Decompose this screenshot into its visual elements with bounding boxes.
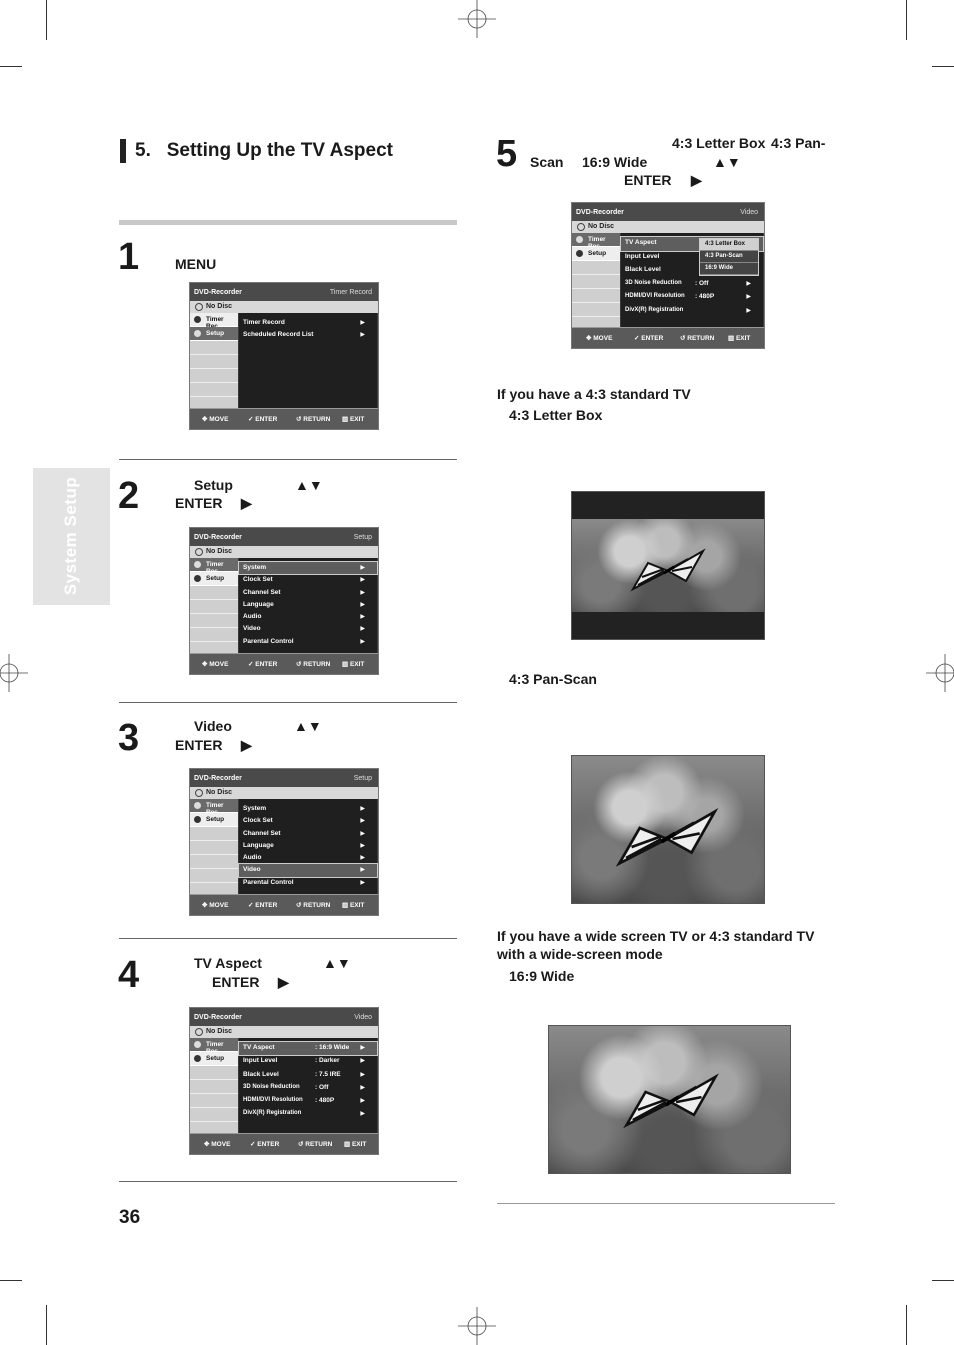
step-number: 4 [118,954,140,996]
page-number: 36 [119,1207,141,1228]
side-tab-label: System Setup [61,476,80,596]
page-title: 5. Setting Up the TV Aspect [135,140,393,161]
clock-icon [194,1041,201,1048]
clock-icon [194,802,201,809]
step-divider [119,1181,457,1182]
menu-row: Timer Record ▶ [243,319,365,326]
wide-image [548,1025,791,1174]
menu-row: Input Level : Darker ▶ [243,1057,365,1065]
disc-icon [195,548,203,556]
sidebar-item-timer-rec: Timer [572,233,620,247]
clock-icon [194,561,201,568]
menu-row: Scheduled Record List ▶ [243,331,365,339]
sidebar-item-setup: Setup [190,327,238,341]
disc-icon [195,789,203,797]
menu-row: Black Level : 7.5 IRE ▶ [243,1070,365,1078]
menu-row: Clock Set ▶ [243,817,365,825]
menu-row: Parental Control ▶ [243,878,365,886]
step-text: ENTER [624,172,672,188]
crop-mark [0,1280,22,1281]
bottom-divider [497,1203,835,1204]
enter-icon: ✓ ENTER [248,416,278,423]
gear-icon [194,816,201,823]
step-text: 4:3 Letter Box [672,135,766,151]
section-heading: with a wide-screen mode [497,946,663,962]
crop-mark [46,1305,47,1345]
section-heading: If you have a wide screen TV or 4:3 standard TV [497,928,815,944]
move-icon: ✥ MOVE [202,416,229,423]
step-text: ENTER [212,974,260,990]
sidebar-item-timer-rec: Timer [190,799,238,813]
arrows-up-down-icon: ▲▼ [323,955,351,971]
gear-icon [194,575,201,582]
step-text: TV Aspect [194,955,262,971]
osd-screen-setup: DVD-Recorder Setup No Disc Timer Setup System ▶ Clock Set ▶ Channel Set ▶ Language ▶ Audio ▶ Video ▶ Parental Control ▶ ✥ MOVE ✓ ENTER ↺ RETURN ▥ EXIT [189,527,379,675]
menu-row: Video ▶ [243,625,365,633]
step-divider [119,938,457,939]
arrows-up-down-icon: ▲▼ [295,477,323,493]
menu-row: Channel Set ▶ [243,588,365,596]
menu-row: 3D Noise Reduction : Off ▶ [243,1083,365,1091]
osd-screen-timer-record [189,282,379,430]
step-text: Setup [194,477,233,493]
osd-footer [190,408,378,429]
arrow-right-icon: ▶ [691,172,702,188]
sidebar-item-setup: Setup [190,813,238,827]
mode-label: 16:9 Wide [509,968,575,984]
step-text: 4:3 Pan- [771,135,826,151]
sidebar-item-setup: Setup [190,572,238,586]
butterfly-icon [628,541,708,596]
sidebar-item-timer-rec: Timer [190,313,238,327]
option-wide: 16:9 Wide [700,263,758,275]
menu-row: Video ▶ [239,864,377,876]
step-text: ENTER [175,737,223,753]
menu-row: HDMI/DVI Resolution : 480P ▶ [243,1097,365,1105]
menu-row: TV Aspect : 16:9 Wide ▶ [239,1042,377,1055]
menu-row: Audio ▶ [243,613,365,621]
menu-row: Language ▶ [243,841,365,849]
menu-row: DivX(R) Registration ▶ [625,306,751,314]
step-text: Video [194,718,232,734]
osd-screen-video: DVD-Recorder Video No Disc Timer Setup TV Aspect : 16:9 Wide ▶ Input Level : Darker ▶ Black Level : 7.5 IRE ▶ 3D Noise Reduction : Off ▶ HDMI/DVI Resolution : 480P ▶ DivX(R) Registration ▶ ✥ MOVE ✓ ENTER ↺ RETURN ▥ EXIT [189,1007,379,1155]
butterfly-icon [611,1064,731,1134]
exit-icon: ▥ EXIT [342,416,365,423]
osd-screen-setup-video: DVD-Recorder Setup No Disc Timer Setup System ▶ Clock Set ▶ Channel Set ▶ Language ▶ Audio ▶ Video ▶ Parental Control ▶ ✥ MOVE ✓ ENTER ↺ RETURN ▥ EXIT [189,768,379,916]
clock-icon [576,236,583,243]
registration-mark-icon [926,654,954,692]
crop-mark [932,1280,954,1281]
menu-row: Clock Set ▶ [243,576,365,584]
gear-icon [194,1055,201,1062]
arrows-up-down-icon: ▲▼ [294,718,322,734]
arrow-right-icon: ▶ [278,974,289,990]
step-number: 2 [118,475,140,517]
disc-icon [195,303,203,311]
crop-mark [0,66,22,67]
pan-scan-image [571,755,765,904]
registration-mark-icon [458,1307,496,1345]
sidebar-item-timer-rec: Timer [190,1038,238,1052]
crop-mark [906,1305,907,1345]
step-divider [119,459,457,460]
sidebar-item-setup: Setup [190,1052,238,1066]
disc-icon [195,1028,203,1036]
menu-row: Language ▶ [243,600,365,608]
title-accent-bar [120,139,126,163]
return-icon: ↺ RETURN [296,416,331,423]
sidebar-item-setup: Setup [572,247,620,261]
step-number: 5 [496,133,518,175]
option-letter-box: 4:3 Letter Box [700,239,758,251]
gear-icon [194,330,201,337]
menu-row: System ▶ [239,562,377,574]
registration-mark-icon [458,0,496,38]
step-text: ENTER [175,495,223,511]
menu-row: TV Aspect [621,237,763,251]
osd-brand: DVD-Recorder [194,289,242,296]
registration-mark-icon [0,654,28,692]
menu-row: Channel Set ▶ [243,829,365,837]
arrow-right-icon: ▶ [360,332,365,339]
menu-row: Black Level [625,266,661,273]
clock-icon [194,316,201,323]
menu-row: System ▶ [243,805,365,812]
mode-label: 4:3 Letter Box [509,407,603,423]
mode-label: 4:3 Pan-Scan [509,671,597,687]
menu-row: HDMI/DVI Resolution : 480P ▶ [625,293,751,300]
osd-screen-video-popup: DVD-Recorder Video No Disc Timer Setup TV Aspect Input Level Black Level 3D Noise Reduction : Off ▶ HDMI/DVI Resolution : 480P ▶ DivX(R) Registration ▶ 4:3 Letter Box 4:3 Pan-Scan 16:9 Wide ✥ MOVE ✓ ENTER ↺ RETURN ▥ EXIT [571,202,765,349]
title-divider [119,220,457,225]
crop-mark [932,66,954,67]
gear-icon [576,250,583,257]
step-text: Scan [530,154,564,170]
menu-row: Audio ▶ [243,854,365,862]
section-heading: If you have a 4:3 standard TV [497,386,691,402]
no-disc-label: No Disc [206,303,233,310]
butterfly-icon [612,798,722,873]
menu-row: DivX(R) Registration ▶ [243,1110,365,1118]
menu-row: Input Level [625,252,660,260]
option-pan-scan: 4:3 Pan-Scan [700,251,758,263]
menu-row: 3D Noise Reduction : Off ▶ [625,279,751,287]
letterbox-image [571,491,765,640]
arrows-up-down-icon: ▲▼ [713,154,741,170]
step-number: 3 [118,717,140,759]
disc-icon [577,223,585,231]
aspect-options-popup [699,238,759,276]
menu-row: Parental Control ▶ [243,637,365,645]
step-number: 1 [118,236,140,278]
crop-mark [906,0,907,40]
step-divider [119,702,457,703]
side-tab [33,468,110,605]
step-text: 16:9 Wide [582,154,648,170]
step-text: MENU [175,256,217,272]
arrow-right-icon: ▶ [241,737,252,753]
arrow-right-icon: ▶ [360,320,365,326]
osd-section: Timer Record [329,289,372,296]
sidebar-item-timer-rec: Timer [190,558,238,572]
crop-mark [46,0,47,40]
arrow-right-icon: ▶ [241,495,252,511]
